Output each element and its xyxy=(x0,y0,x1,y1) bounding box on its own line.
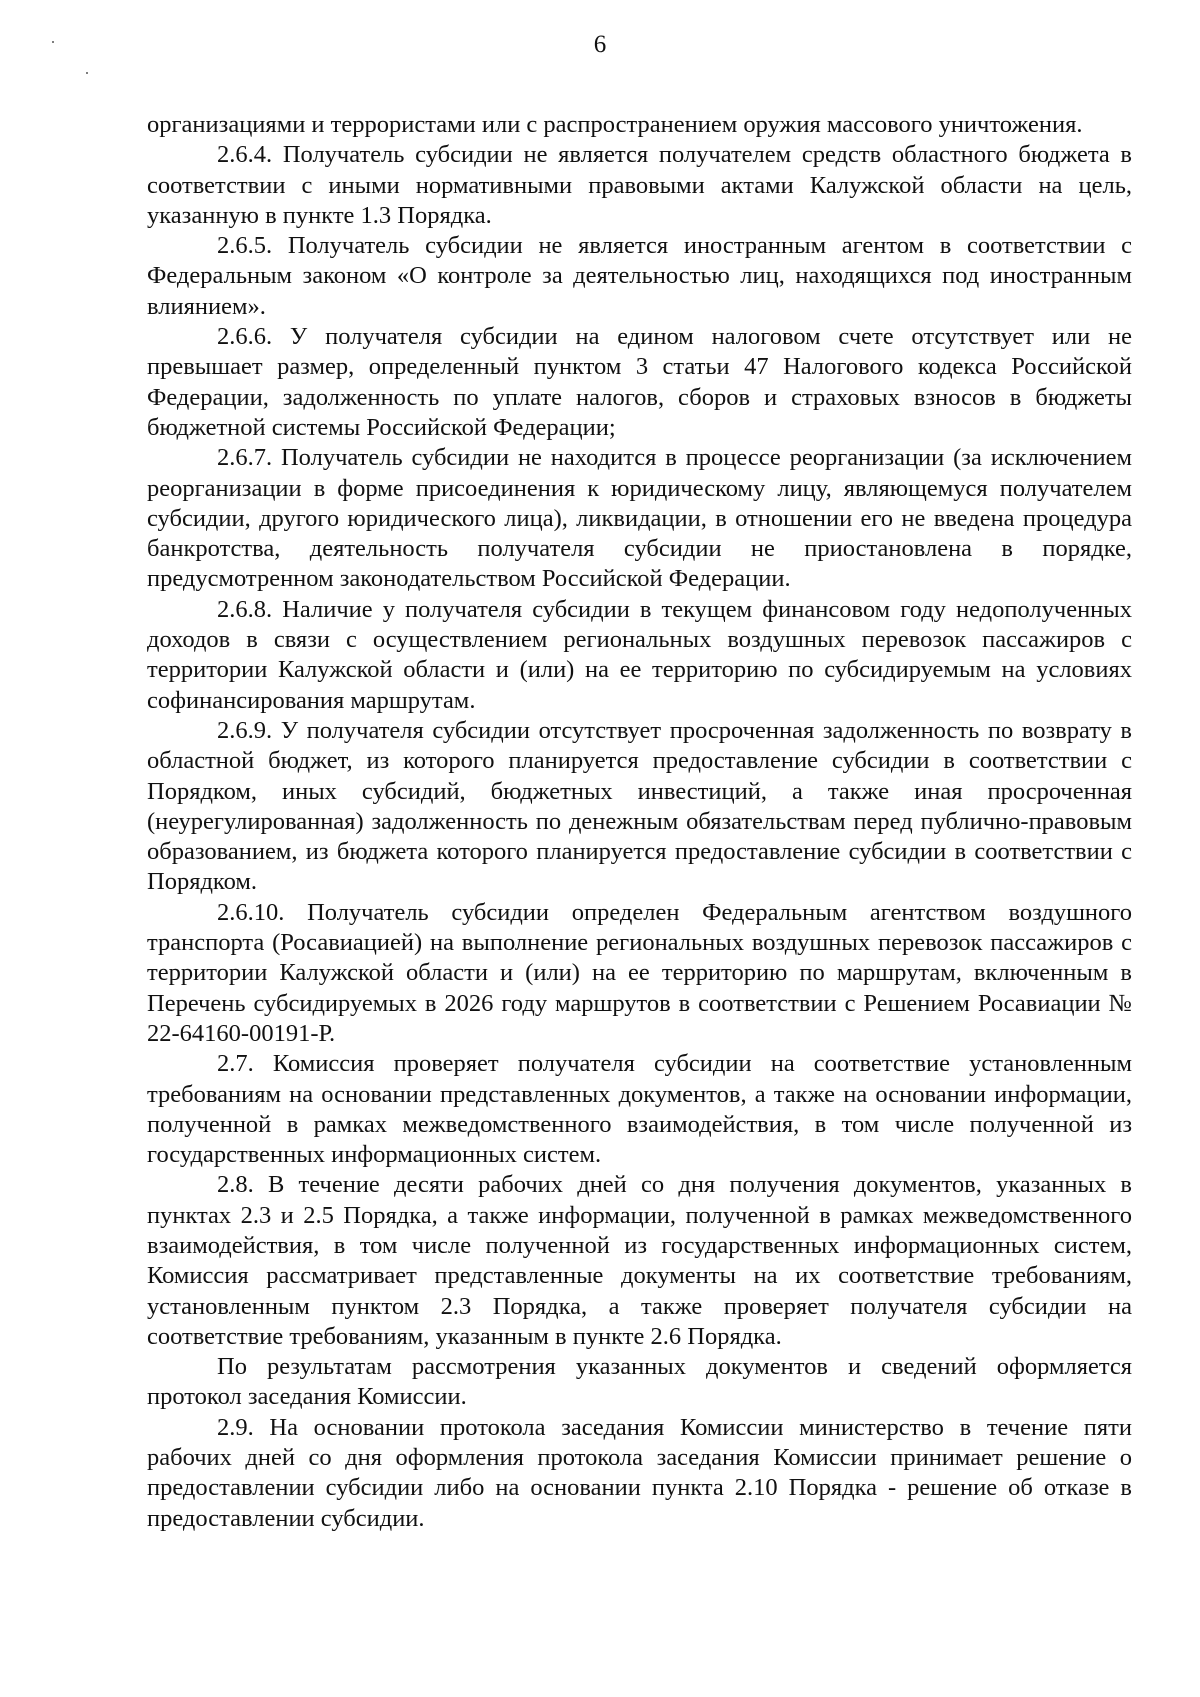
paragraph-continuation: организациями и террористами или с распространением оружия массового уничтожения. xyxy=(147,111,1083,138)
paragraph-2-6-6: 2.6.6. У получателя субсидии на едином налоговом счете отсутствует или не превышает размер, определенный пунктом 3 статьи 47 Налогового кодекса Российской Федерации, задолженность по уплате налогов, сборов и страховых взносов в бюджеты бюджетной системы Российской Федерации; xyxy=(147,323,1132,441)
document-body xyxy=(147,110,1132,1534)
paragraph-2-6-10: 2.6.10. Получатель субсидии определен Федеральным агентством воздушного транспорта (Росавиацией) на выполнение региональных воздушных перевозок пассажиров с территории Калужской области и (или) на ее территорию по маршрутам, включенным в Перечень субсидируемых в 2026 году маршрутов в соответствии с Решением Росавиации № 22-64160-00191-Р. xyxy=(147,898,1132,1047)
paragraph-protocol: По результатам рассмотрения указанных документов и сведений оформляется протокол заседания Комиссии. xyxy=(147,1353,1132,1411)
paragraph-2-6-9: 2.6.9. У получателя субсидии отсутствует просроченная задолженность по возврату в областной бюджет, из которого планируется предоставление субсидии в соответствии с Порядком, иных субсидий, бюджетных инвестиций, а также иная просроченная (неурегулированная) задолженность по денежным обязательствам перед публично-правовым образованием, из бюджета которого планируется предоставление субсидии в соответствии с Порядком. xyxy=(147,716,1132,896)
paragraph-2-6-5: 2.6.5. Получатель субсидии не является иностранным агентом в соответствии с Федеральным законом «О контроле за деятельностью лиц, находящихся под иностранным влиянием». xyxy=(147,232,1132,320)
paragraph-2-8: 2.8. В течение десяти рабочих дней со дня получения документов, указанных в пунктах 2.3 и 2.5 Порядка, а также информации, полученной в рамках межведомственного взаимодействия, в том числе полученной из государственных информационных систем, Комиссия рассматривает представленные документы на их соответствие требованиям, установленным пунктом 2.3 Порядка, а также проверяет получателя субсидии на соответствие требованиям, указанным в пункте 2.6 Порядка. xyxy=(147,1171,1132,1350)
paragraph-2-9: 2.9. На основании протокола заседания Комиссии министерство в течение пяти рабочих дней со дня оформления протокола заседания Комиссии принимает решение о предоставлении субсидии либо на основании пункта 2.10 Порядка - решение об отказе в предоставлении субсидии. xyxy=(147,1413,1132,1532)
scan-speck xyxy=(86,72,88,74)
paragraph-2-6-4: 2.6.4. Получатель субсидии не является получателем средств областного бюджета в соответствии с иными нормативными правовыми актами Калужской области на цель, указанную в пункте 1.3 Порядка. xyxy=(147,141,1132,229)
paragraph-2-6-7: 2.6.7. Получатель субсидии не находится в процессе реорганизации (за исключением реорганизации в форме присоединения к юридическому лицу, являющемуся получателем субсидии, другого юридического лица), ликвидации, в отношении его не введена процедура банкротства, деятельность получателя субсидии не приостановлена в порядке, предусмотренном законодательством Российской Федерации. xyxy=(147,444,1132,593)
paragraph-2-6-8: 2.6.8. Наличие у получателя субсидии в текущем финансовом году недополученных доходов в связи с осуществлением региональных воздушных перевозок пассажиров с территории Калужской области и (или) на ее территорию по субсидируемым на условиях софинансирования маршрутам. xyxy=(147,595,1132,714)
page-number: 6 xyxy=(593,31,607,58)
paragraph-2-7: 2.7. Комиссия проверяет получателя субсидии на соответствие установленным требованиям на основании представленных документов, а также на основании информации, полученной в рамках межведомственного взаимодействия, в том числе полученной из государственных информационных систем. xyxy=(147,1050,1132,1169)
